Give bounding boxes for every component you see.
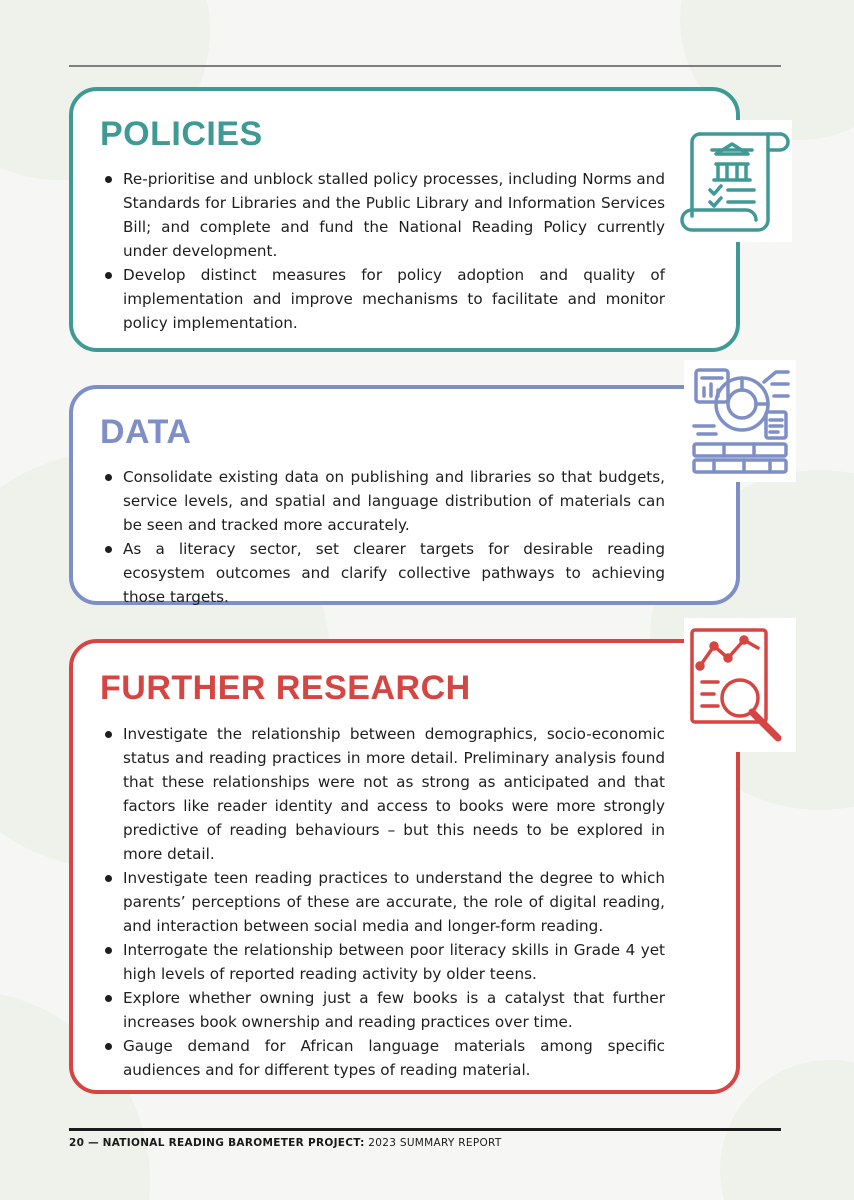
- report-name: NATIONAL READING BAROMETER PROJECT:: [102, 1137, 365, 1149]
- page-number: 20 —: [69, 1137, 99, 1149]
- list-item: Investigate teen reading practices to understand the degree to which parents’ perceptions of these are accurate, the role of digital reading, and interaction between social media and longer-form reading.: [99, 866, 665, 938]
- policies-card: [69, 87, 740, 352]
- footer-divider: [69, 1128, 781, 1131]
- data-title: DATA: [100, 413, 192, 451]
- report-subtitle: 2023 SUMMARY REPORT: [368, 1137, 502, 1149]
- list-item: Consolidate existing data on publishing and libraries so that budgets, service levels, and spatial and language distribution of materials can be seen and tracked more accurately.: [99, 465, 665, 537]
- further-research-bullet-list: [99, 722, 665, 1082]
- policies-title: POLICIES: [100, 115, 263, 153]
- list-item: Re-prioritise and unblock stalled policy processes, including Norms and Standards for Libraries and the Public Library and Information Services Bill; and complete and fund the National Reading Policy currently under development.: [99, 167, 665, 263]
- list-item: As a literacy sector, set clearer targets for desirable reading ecosystem outcomes and clarify collective pathways to achieving those targets.: [99, 537, 665, 609]
- further-research-card: [69, 639, 740, 1094]
- page-footer: [69, 1137, 502, 1149]
- data-card: [69, 385, 740, 605]
- top-divider: [69, 65, 781, 67]
- list-item: Interrogate the relationship between poor literacy skills in Grade 4 yet high levels of reported reading activity by older teens.: [99, 938, 665, 986]
- list-item: Investigate the relationship between demographics, socio-economic status and reading practices in more detail. Preliminary analysis found that these relationships were not as strong as anticipated and that factors like reader identity and access to books were more strongly predictive of reading behaviours – but this needs to be explored in more detail.: [99, 722, 665, 866]
- list-item: Gauge demand for African language materials among specific audiences and for different types of reading material.: [99, 1034, 665, 1082]
- list-item: Explore whether owning just a few books is a catalyst that further increases book ownership and reading practices over time.: [99, 986, 665, 1034]
- research-magnifier-icon: [684, 618, 796, 752]
- list-item: Develop distinct measures for policy adoption and quality of implementation and improve mechanisms to facilitate and monitor policy implementation.: [99, 263, 665, 335]
- policies-bullet-list: [99, 167, 665, 335]
- policy-document-icon: [676, 120, 792, 242]
- data-bullet-list: [99, 465, 665, 609]
- further-research-title: FURTHER RESEARCH: [100, 669, 471, 707]
- data-analytics-icon: [684, 360, 796, 482]
